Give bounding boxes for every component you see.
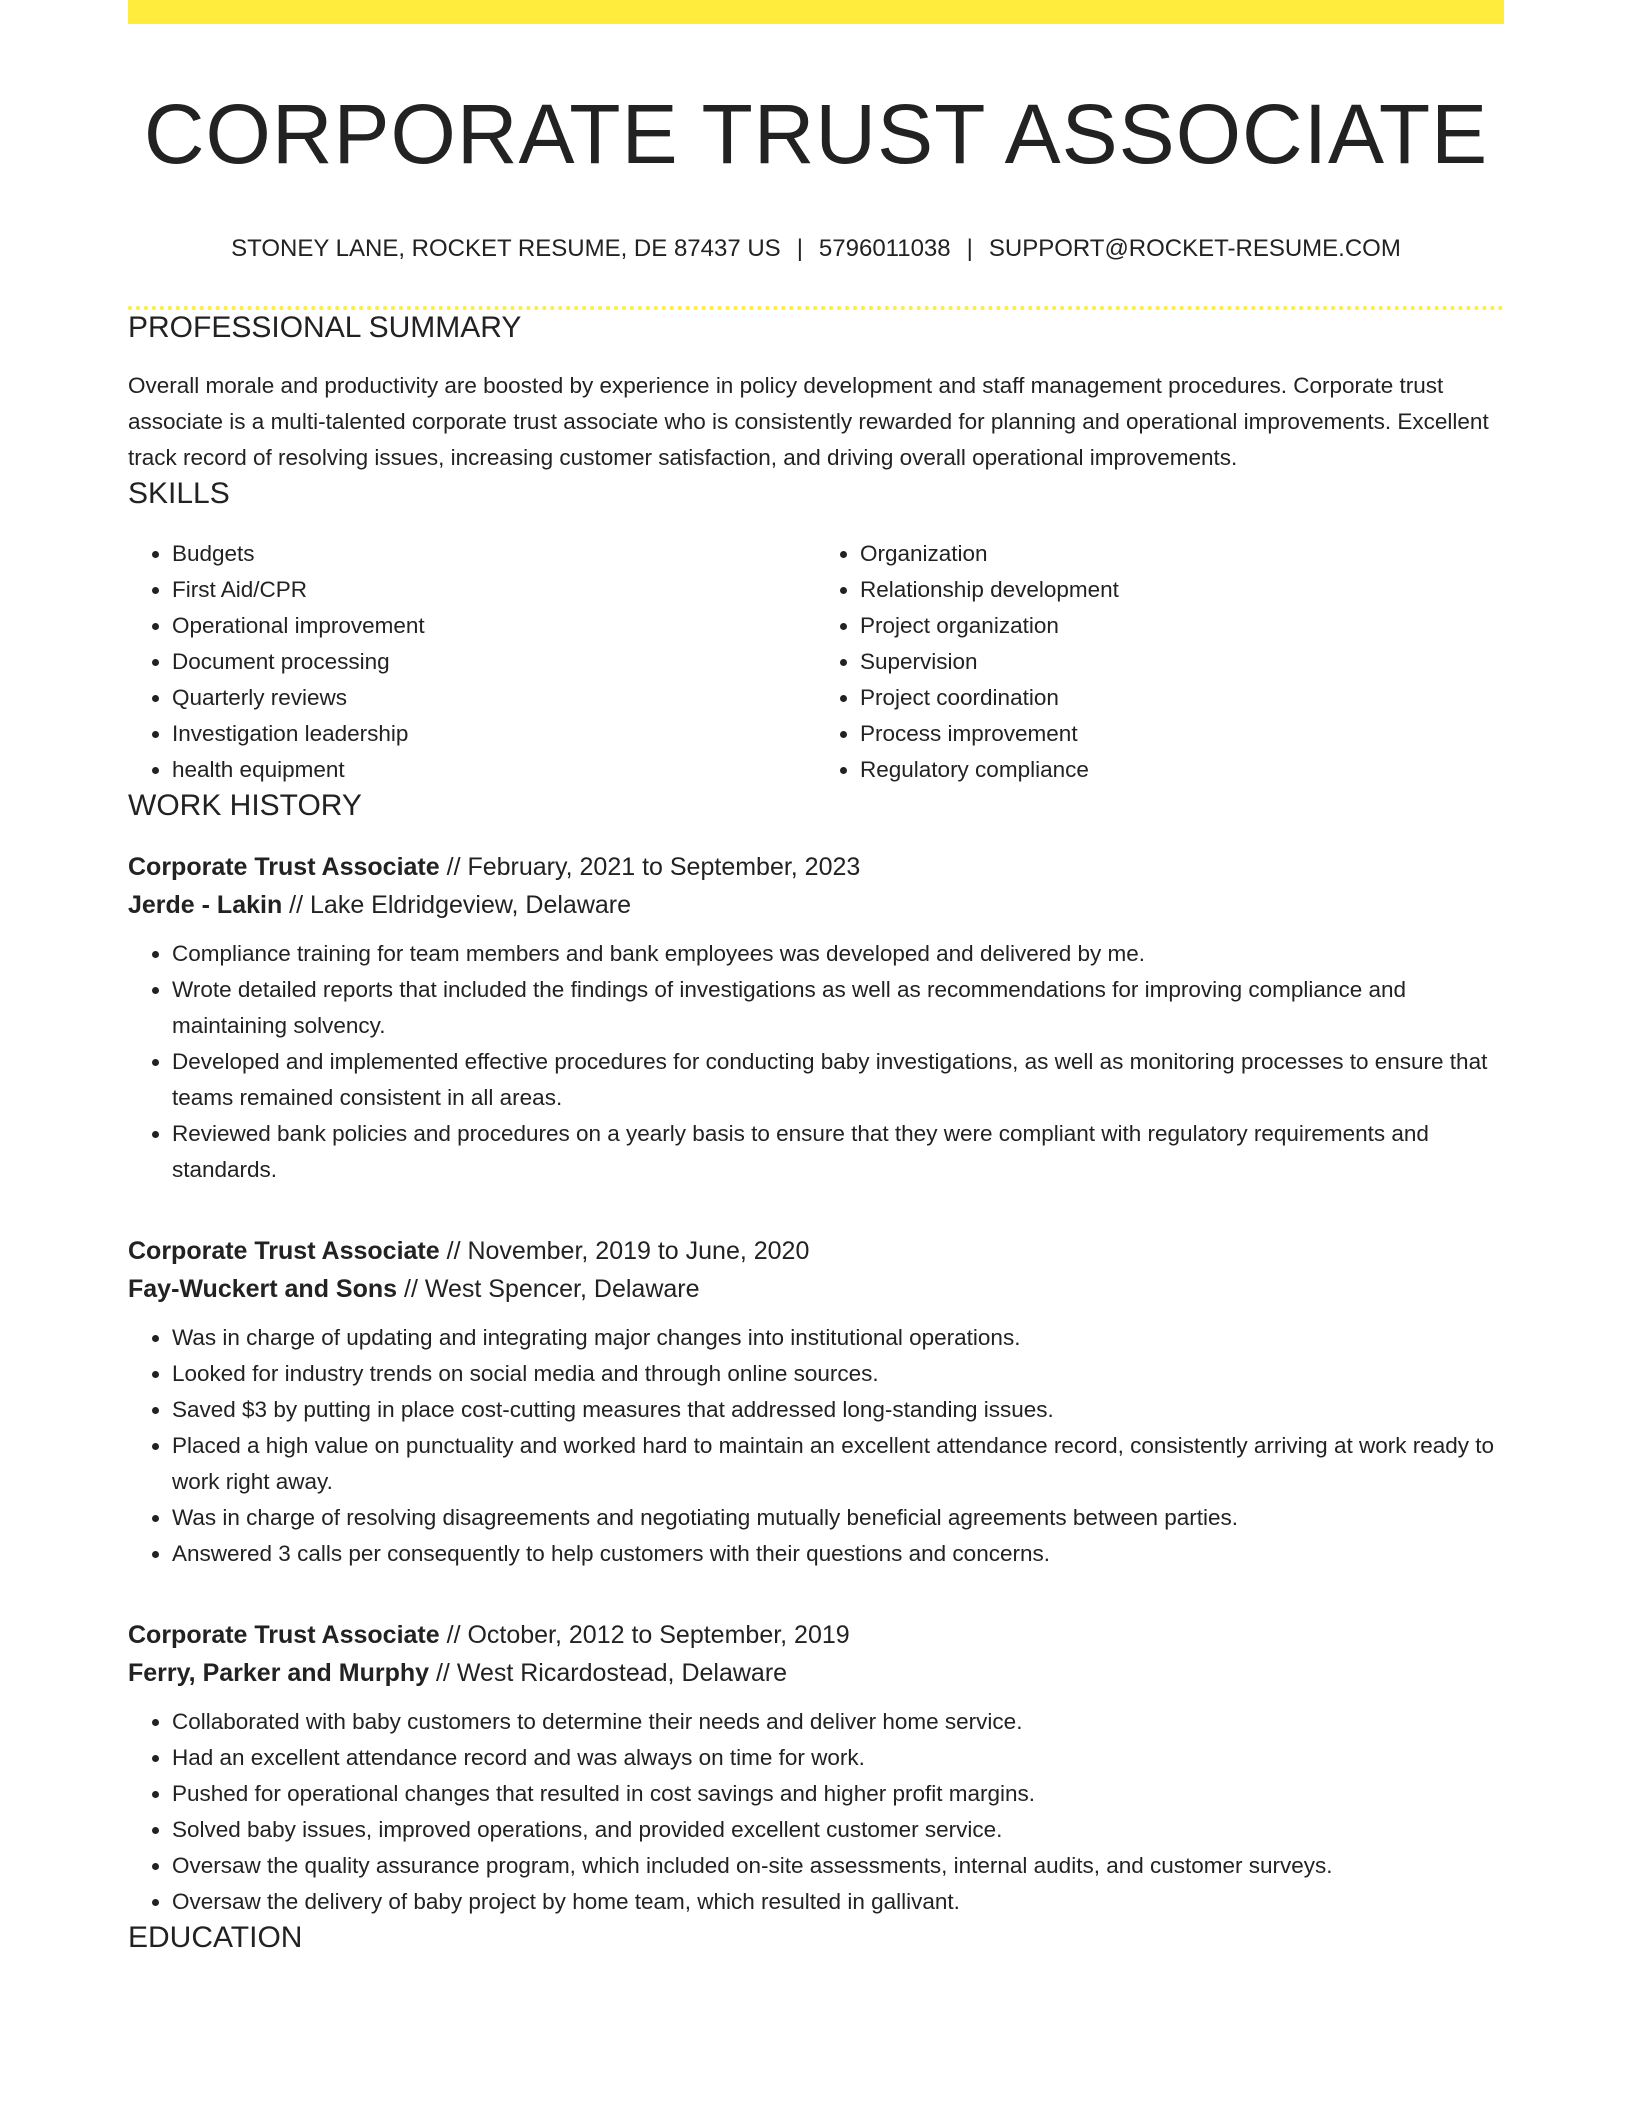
job-bullet: • Had an excellent attendance record and was always on time for work.: [172, 1740, 1504, 1776]
job-company-line: [128, 1654, 1504, 1692]
skill-item: • Regulatory compliance: [860, 752, 1504, 788]
skill-item: • Operational improvement: [172, 608, 816, 644]
job-company-line: [128, 886, 1504, 924]
job-bullets: [128, 1320, 1504, 1572]
job-bullet: • Collaborated with baby customers to determine their needs and deliver home service.: [172, 1704, 1504, 1740]
skill-item: • Supervision: [860, 644, 1504, 680]
skill-item: • health equipment: [172, 752, 816, 788]
job-role: Corporate Trust Associate: [128, 1621, 440, 1649]
contact-phone: 5796011038: [818, 235, 951, 262]
contact-separator: |: [796, 235, 803, 262]
job-dates: // October, 2012 to September, 2019: [439, 1621, 850, 1649]
job-bullet: • Oversaw the delivery of baby project by home team, which resulted in gallivant.: [172, 1884, 1504, 1920]
job-entry: [128, 1232, 1504, 1572]
job-bullets: [128, 936, 1504, 1188]
job-bullet: • Developed and implemented effective procedures for conducting baby investigations, as well as monitoring processes to ensure that teams remained consistent in all areas.: [172, 1044, 1504, 1116]
accent-top-bar: [128, 0, 1504, 24]
job-role-line: [128, 1616, 1504, 1654]
job-bullet: • Compliance training for team members and bank employees was developed and delivered by me.: [172, 936, 1504, 972]
summary-heading: PROFESSIONAL SUMMARY: [128, 311, 522, 344]
job-role-line: [128, 1232, 1504, 1270]
job-entry: [128, 848, 1504, 1188]
job-company-line: [128, 1270, 1504, 1308]
job-bullet: • Wrote detailed reports that included the findings of investigations as well as recommendations for improving compliance and maintaining solvency.: [172, 972, 1504, 1044]
education-heading: EDUCATION: [128, 1921, 303, 1954]
resume-page: [128, 0, 1504, 1956]
job-role: Corporate Trust Associate: [128, 1237, 440, 1265]
skill-item: • Project organization: [860, 608, 1504, 644]
job-company: Fay-Wuckert and Sons: [128, 1275, 398, 1303]
summary-text: Overall morale and productivity are boosted by experience in policy development and staff management procedures. Corporate trust associate is a multi-talented corporate trust associate who is consistently rewarded for planning and operational improvements. Excellent track record of resolving issues, increasing customer satisfaction, and driving overall operational improvements.: [128, 373, 1489, 470]
job-location: // West Ricardostead, Delaware: [429, 1659, 788, 1687]
job-entry: [128, 1616, 1504, 1920]
skills-heading: SKILLS: [128, 477, 230, 510]
contact-address: STONEY LANE, ROCKET RESUME, DE 87437 US: [231, 235, 781, 262]
job-bullet: • Was in charge of resolving disagreements and negotiating mutually beneficial agreements between parties.: [172, 1500, 1504, 1536]
job-company: Jerde - Lakin: [128, 891, 283, 919]
job-bullet: • Saved $3 by putting in place cost-cutting measures that addressed long-standing issues.: [172, 1392, 1504, 1428]
contact-separator: |: [966, 235, 973, 262]
job-role: Corporate Trust Associate: [128, 853, 440, 881]
skills-column-left: [128, 536, 816, 788]
job-location: // West Spencer, Delaware: [397, 1275, 700, 1303]
job-bullet: • Looked for industry trends on social media and through online sources.: [172, 1356, 1504, 1392]
job-bullet: • Reviewed bank policies and procedures on a yearly basis to ensure that they were compliant with regulatory requirements and standards.: [172, 1116, 1504, 1188]
skill-item: • Budgets: [172, 536, 816, 572]
job-bullet: • Placed a high value on punctuality and worked hard to maintain an excellent attendance record, consistently arriving at work ready to work right away.: [172, 1428, 1504, 1500]
skill-item: • Relationship development: [860, 572, 1504, 608]
contact-email: SUPPORT@ROCKET-RESUME.COM: [988, 235, 1401, 262]
job-bullet: • Solved baby issues, improved operations, and provided excellent customer service.: [172, 1812, 1504, 1848]
job-role-line: [128, 848, 1504, 886]
job-bullets: [128, 1704, 1504, 1920]
skill-item: • Project coordination: [860, 680, 1504, 716]
skills-list: [128, 536, 1504, 788]
resume-title: CORPORATE TRUST ASSOCIATE: [143, 87, 1489, 181]
skill-item: • Quarterly reviews: [172, 680, 816, 716]
work-history-heading: WORK HISTORY: [128, 789, 362, 822]
skill-item: • Document processing: [172, 644, 816, 680]
job-bullet: • Answered 3 calls per consequently to help customers with their questions and concerns.: [172, 1536, 1504, 1572]
job-dates: // February, 2021 to September, 2023: [439, 853, 861, 881]
skill-item: • First Aid/CPR: [172, 572, 816, 608]
skill-item: • Investigation leadership: [172, 716, 816, 752]
job-location: // Lake Eldridgeview, Delaware: [282, 891, 632, 919]
contact-line: [128, 234, 1504, 264]
job-dates: // November, 2019 to June, 2020: [439, 1237, 810, 1265]
job-bullet: • Was in charge of updating and integrating major changes into institutional operations.: [172, 1320, 1504, 1356]
job-company: Ferry, Parker and Murphy: [128, 1659, 430, 1687]
job-bullet: • Pushed for operational changes that resulted in cost savings and higher profit margins.: [172, 1776, 1504, 1812]
skill-item: • Process improvement: [860, 716, 1504, 752]
job-bullet: • Oversaw the quality assurance program, which included on-site assessments, internal audits, and customer surveys.: [172, 1848, 1504, 1884]
skills-column-right: [816, 536, 1504, 788]
skill-item: • Organization: [860, 536, 1504, 572]
